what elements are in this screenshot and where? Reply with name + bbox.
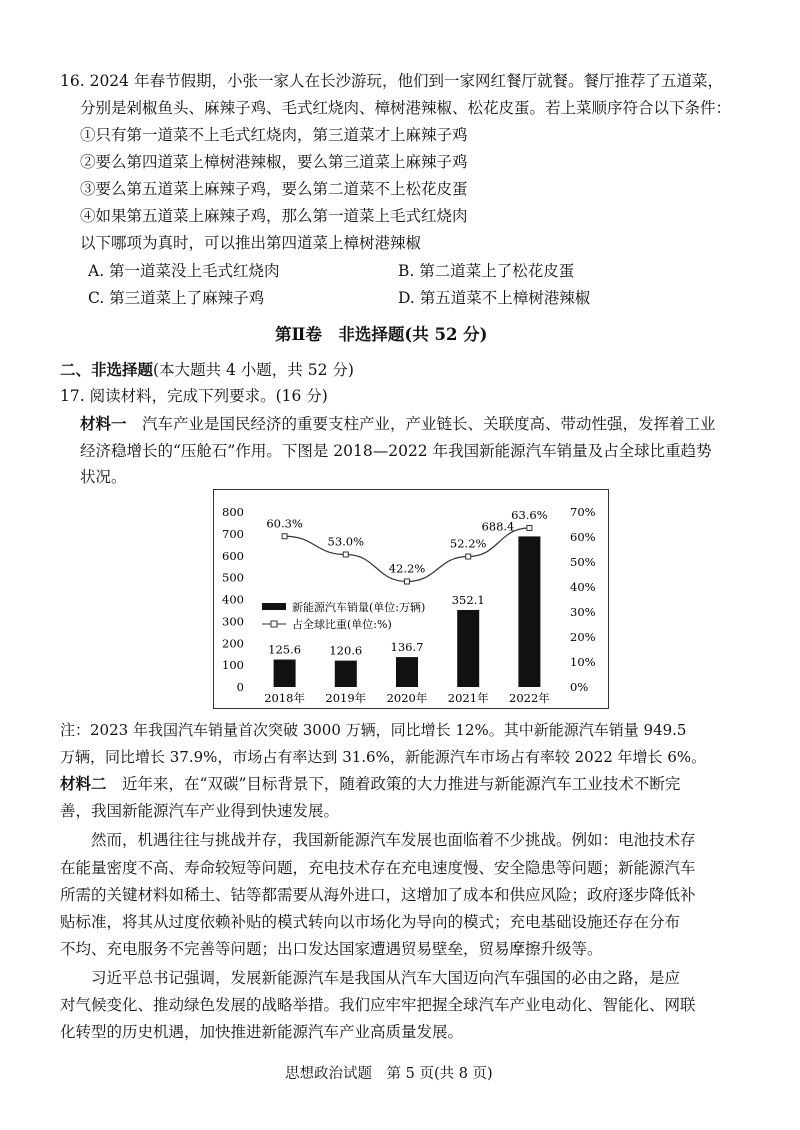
- q16-stem-line1: 16. 2024 年春节假期，小张一家人在长沙游玩，他们到一家网红餐厅就餐。餐厅推荐了五道菜，: [60, 72, 723, 90]
- left-axis-tick-label: 700: [222, 526, 244, 541]
- q17-material1-line1: [80, 413, 716, 435]
- share-point-marker: [282, 534, 287, 539]
- page-footer: 思想政治试题 第 5 页(共 8 页): [285, 1066, 493, 1082]
- part2-title: 第Ⅱ卷 非选择题(共 52 分): [275, 325, 488, 344]
- q16-option-d: D. 第五道菜不上樟树港辣椒: [398, 289, 591, 307]
- sales-bar: [457, 610, 479, 687]
- right-axis-tick-label: 70%: [570, 505, 596, 519]
- q17-material2-line2: 善，我国新能源汽车产业得到快速发展。: [60, 802, 340, 820]
- right-axis-tick-label: 50%: [570, 555, 596, 569]
- q17-para3-line2: 对气候变化、推动绿色发展的战略举措。我们应牢牢把握全球汽车产业电动化、智能化、网联: [60, 996, 696, 1014]
- x-axis-category-label: 2020年: [386, 691, 428, 705]
- left-axis-tick-label: 500: [222, 570, 244, 585]
- q17-para3-line1: 习近平总书记强调，发展新能源汽车是我国从汽车大国迈向汽车强国的必由之路，是应: [60, 969, 681, 987]
- q17-material1-line3: 状况。: [80, 468, 127, 486]
- q16-question: 以下哪项为真时，可以推出第四道菜上樟树港辣椒: [80, 234, 422, 252]
- material2-text-1: 近年来，在“双碳”目标背景下，随着政策的大力推进与新能源汽车工业技术不断完: [106, 775, 681, 793]
- share-point-label: 53.0%: [327, 534, 365, 549]
- share-point-label: 60.3%: [266, 516, 303, 531]
- sales-bar-value-label: 120.6: [329, 643, 363, 658]
- sales-bar: [396, 657, 418, 687]
- q17-para2-line1: 然而，机遇往往与挑战并存，我国新能源汽车发展也面临着不少挑战。例如：电池技术存: [60, 831, 696, 849]
- share-point-marker: [405, 579, 410, 584]
- q17-note-line2: 万辆，同比增长 37.9%，市场占有率达到 31.6%，新能源汽车市场占有率较 2022 年增长 6%。: [60, 748, 707, 766]
- right-axis-tick-label: 0%: [570, 680, 589, 694]
- sales-chart: [213, 489, 609, 709]
- q16-option-b: B. 第二道菜上了松花皮蛋: [398, 262, 575, 280]
- q16-condition-4: ④如果第五道菜上麻辣子鸡，那么第一道菜上毛式红烧肉: [80, 207, 468, 225]
- section2-title: 二、非选择题: [60, 360, 154, 379]
- material2-label: 材料二: [60, 774, 107, 793]
- left-axis-tick-label: 200: [222, 636, 244, 651]
- right-axis-tick-label: 20%: [570, 630, 596, 644]
- left-axis-tick-label: 800: [222, 505, 244, 519]
- left-axis-tick-label: 0: [236, 680, 244, 694]
- right-axis-tick-label: 60%: [570, 530, 596, 544]
- left-axis-tick-label: 100: [222, 658, 244, 673]
- left-axis-tick-label: 300: [222, 614, 244, 629]
- material1-label: 材料一: [80, 414, 127, 433]
- q16-condition-3: ③要么第五道菜上麻辣子鸡，要么第二道菜不上松花皮蛋: [80, 180, 468, 198]
- section2-desc: (本大题共 4 小题，共 52 分): [153, 361, 354, 379]
- left-axis-tick-label: 400: [222, 592, 244, 607]
- q16-option-a: A. 第一道菜没上毛式红烧肉: [88, 262, 280, 280]
- left-axis-tick-label: 600: [222, 548, 244, 563]
- right-axis-tick-label: 10%: [570, 655, 596, 669]
- q17-para2-line3: 所需的关键材料如稀土、钴等都需要从海外进口，这增加了成本和供应风险；政府逐步降低补: [60, 886, 696, 904]
- share-point-label: 63.6%: [511, 508, 548, 522]
- q16-stem-line2: 分别是剁椒鱼头、麻辣子鸡、毛式红烧肉、樟树港辣椒、松花皮蛋。若上菜顺序符合以下条件：: [80, 99, 732, 117]
- sales-bar: [335, 661, 357, 687]
- legend-line-marker: [271, 621, 277, 627]
- share-point-marker: [466, 554, 471, 559]
- legend-bar-swatch: [262, 603, 286, 610]
- chart-svg: [214, 490, 608, 708]
- share-point-label: 52.2%: [449, 536, 487, 551]
- sales-bar-value-label: 136.7: [390, 640, 424, 655]
- material1-text-1: 汽车产业是国民经济的重要支柱产业，产业链长、关联度高、带动性强，发挥着工业: [126, 415, 716, 433]
- sales-bar-value-label: 125.6: [268, 642, 302, 657]
- sales-bar: [274, 660, 296, 687]
- sales-bar-value-label: 688.4: [481, 519, 515, 534]
- sales-bar: [518, 536, 540, 687]
- legend-bar-label: 新能源汽车销量(单位:万辆): [292, 601, 426, 614]
- q17-material1-line2: 经济稳增长的“压舱石”作用。下图是 2018—2022 年我国新能源汽车销量及占全球比重趋势: [80, 442, 712, 460]
- q16-option-c: C. 第三道菜上了麻辣子鸡: [88, 289, 265, 307]
- x-axis-category-label: 2022年: [509, 691, 550, 705]
- share-point-label: 42.2%: [388, 561, 426, 576]
- q17-para2-line4: 贴标准，将其从过度依赖补贴的模式转向以市场化为导向的模式；充电基础设施还存在分布: [60, 913, 681, 931]
- q17-para3-line3: 化转型的历史机遇，加快推进新能源汽车产业高质量发展。: [60, 1023, 464, 1041]
- x-axis-category-label: 2019年: [325, 691, 367, 705]
- q16-condition-1: ①只有第一道菜不上毛式红烧肉，第三道菜才上麻辣子鸡: [80, 126, 468, 144]
- share-point-marker: [527, 526, 532, 531]
- q17-material2-line1: [60, 773, 680, 795]
- x-axis-category-label: 2021年: [447, 691, 489, 705]
- legend-line-label: 占全球比重(单位:%): [292, 618, 392, 631]
- share-point-marker: [343, 552, 348, 557]
- sales-bar-value-label: 352.1: [451, 592, 485, 607]
- q17-para2-line2: 在能量密度不高、寿命较短等问题，充电技术存在充电速度慢、安全隐患等问题；新能源汽车: [60, 859, 696, 877]
- x-axis-category-label: 2018年: [264, 691, 305, 705]
- right-axis-tick-label: 40%: [570, 580, 596, 594]
- section2-header: [60, 359, 354, 381]
- right-axis-tick-label: 30%: [570, 605, 596, 619]
- q17-stem: 17. 阅读材料，完成下列要求。(16 分): [60, 387, 328, 405]
- q17-para2-line5: 不均、充电服务不完善等问题；出口发达国家遭遇贸易壁垒，贸易摩擦升级等。: [60, 940, 603, 958]
- q16-condition-2: ②要么第四道菜上樟树港辣椒，要么第三道菜上麻辣子鸡: [80, 153, 468, 171]
- q17-note-line1: 注：2023 年我国汽车销量首次突破 3000 万辆，同比增长 12%。其中新能源汽车销量 949.5: [60, 721, 687, 739]
